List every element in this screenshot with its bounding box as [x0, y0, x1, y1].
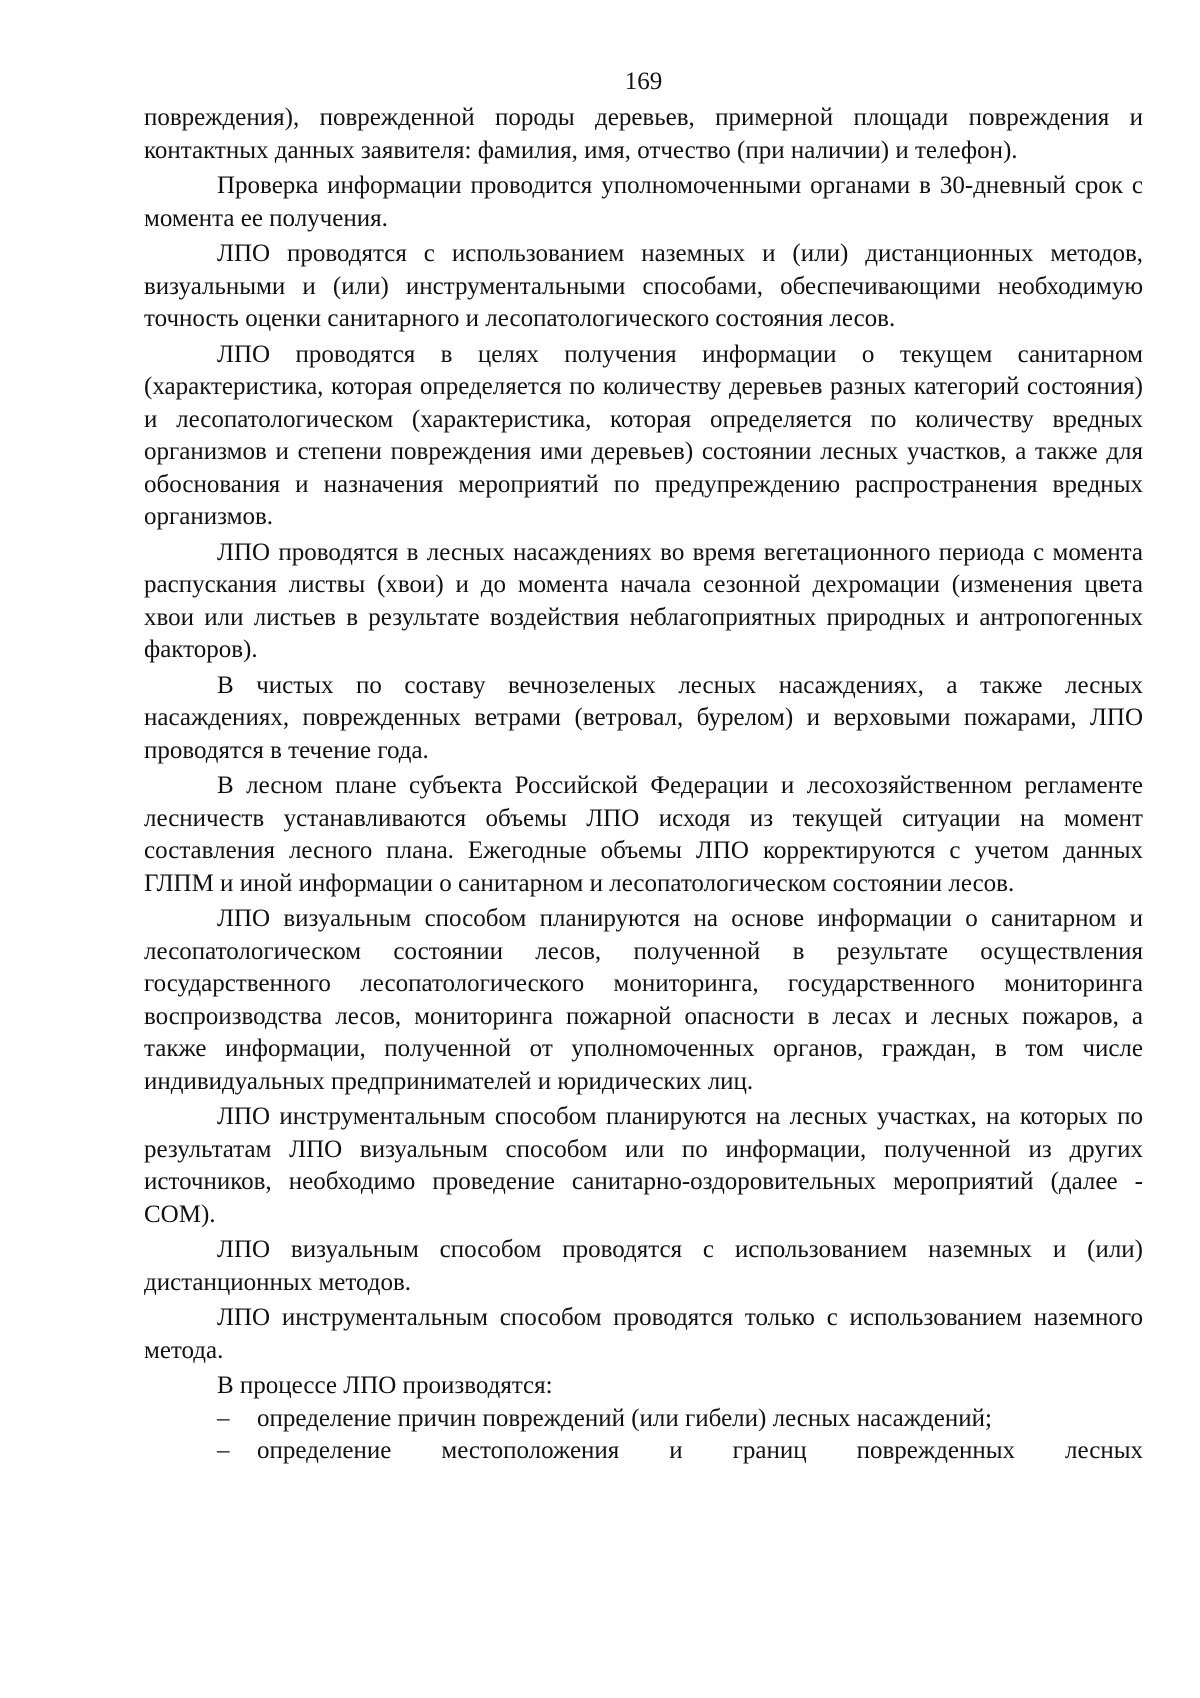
paragraph-continuation: повреждения), поврежденной породы деревьев, примерной площади повреждения и контактных данных заявителя: фамилия, имя, отчество (при наличии) и телефон). — [144, 104, 1143, 164]
paragraph-instrumental-planning: ЛПО инструментальным способом планируются на лесных участках, на которых по результатам ЛПО визуальным способом или по информации, полученной из других источников, необходимо проведение санитарно-оздоровительных мероприятий (далее - СОМ). — [144, 1103, 1143, 1228]
dash-marker: – — [217, 1437, 230, 1464]
paragraph-evergreen: В чистых по составу вечнозеленых лесных насаждениях, а также лесных насаждениях, поврежденных ветрами (ветровал, бурелом) и верховыми пожарами, ЛПО проводятся в течение года. — [144, 671, 1143, 764]
paragraph-list-intro: В процессе ЛПО производятся: — [217, 1372, 553, 1399]
list-item — [144, 1403, 1143, 1436]
dash-marker: – — [217, 1404, 230, 1432]
list-item-text: определение местоположения и границ поврежденных лесных — [257, 1437, 1143, 1464]
paragraph-forest-plan: В лесном плане субъекта Российской Федерации и лесохозяйственном регламенте лесничеств устанавливаются объемы ЛПО исходя из текущей ситуации на момент составления лесного плана. Ежегодные объемы ЛПО корректируются с учетом данных ГЛПМ и иной информации о санитарном и лесопатологическом состоянии лесов. — [144, 772, 1143, 897]
paragraph-visual-planning: ЛПО визуальным способом планируются на основе информации о санитарном и лесопатологическом состоянии лесов, полученной в результате осуществления государственного лесопатологического мониторинга, государственного мониторинга воспроизводства лесов, мониторинга пожарной опасности в лесах и лесных пожаров, а также информации, полученной от уполномоченных органов, граждан, в том числе индивидуальных предпринимателей и юридических лиц. — [144, 905, 1143, 1095]
list-item — [144, 1435, 1143, 1468]
paragraph-vegetation-period: ЛПО проводятся в лесных насаждениях во время вегетационного периода с момента распускания листвы (хвои) и до момента начала сезонной дехромации (изменения цвета хвои или листьев в результате воздействия неблагоприятных природных и антропогенных факторов). — [144, 538, 1143, 663]
paragraph-purpose: ЛПО проводятся в целях получения информации о текущем санитарном (характеристика, которая определяется по количеству деревьев разных категорий состояния) и лесопатологическом (характеристика, которая определяется по количеству вредных организмов и степени повреждения ими деревьев) состоянии лесных участков, а также для обоснования и назначения мероприятий по предупреждению распространения вредных организмов. — [144, 340, 1143, 530]
paragraph-methods: ЛПО проводятся с использованием наземных и (или) дистанционных методов, визуальными и (или) инструментальными способами, обеспечивающими необходимую точность оценки санитарного и лесопатологического состояния лесов. — [144, 240, 1143, 332]
page-number: 169 — [624, 68, 663, 95]
document-page — [144, 66, 1143, 1468]
list-item-text: определение причин повреждений (или гибели) лесных насаждений; — [257, 1404, 992, 1432]
dash-list — [144, 1403, 1143, 1468]
paragraph-instrumental-methods: ЛПО инструментальным способом проводятся только с использованием наземного метода. — [144, 1304, 1143, 1364]
paragraph-visual-methods: ЛПО визуальным способом проводятся с использованием наземных и (или) дистанционных методов. — [144, 1236, 1143, 1296]
paragraph-verification: Проверка информации проводится уполномоченными органами в 30-дневный срок с момента ее получения. — [144, 172, 1143, 232]
